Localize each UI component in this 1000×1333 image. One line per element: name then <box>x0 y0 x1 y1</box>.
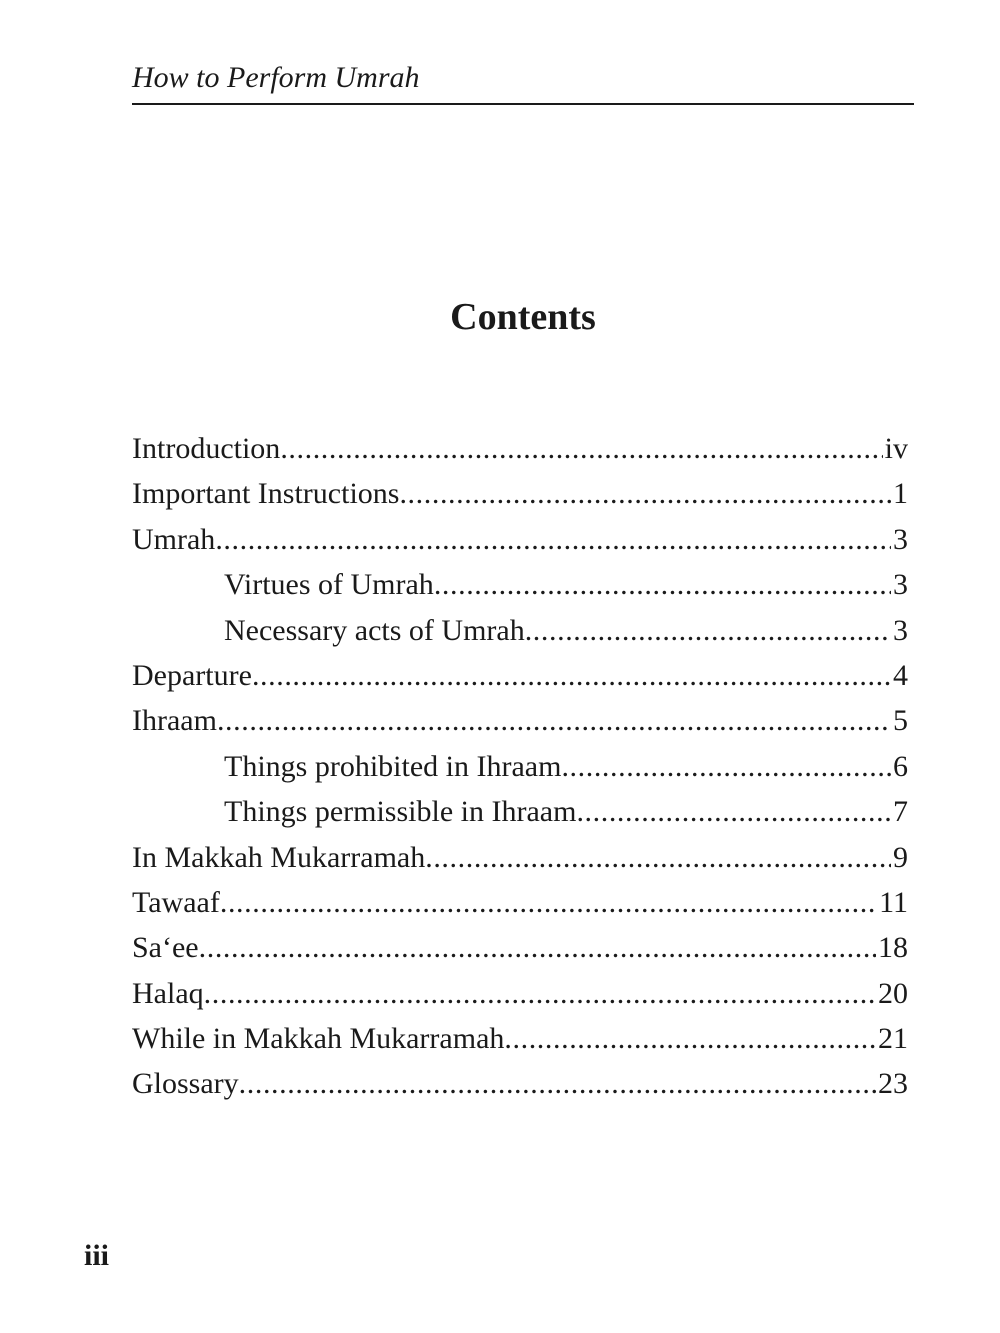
toc-entry[interactable] <box>132 517 908 562</box>
dot-leader <box>217 698 891 743</box>
dot-leader <box>204 971 876 1016</box>
toc-entry[interactable] <box>132 698 908 743</box>
toc-entry-page: 9 <box>893 840 908 874</box>
toc-entry[interactable] <box>132 880 908 925</box>
toc-entry-label: Glossary <box>132 1067 239 1101</box>
toc-entry-label: Umrah <box>132 522 216 556</box>
dot-leader <box>561 744 891 789</box>
toc-entry-label: Ihraam <box>132 704 217 738</box>
page-title: Contents <box>450 296 596 338</box>
toc-entry-page: 3 <box>893 568 908 602</box>
toc-entry[interactable] <box>132 471 908 516</box>
dot-leader <box>399 471 891 516</box>
toc-entry-page: 20 <box>878 976 908 1010</box>
dot-leader <box>425 835 891 880</box>
toc-entry-page: 21 <box>878 1022 908 1056</box>
toc-entry-page: 18 <box>878 931 908 965</box>
toc-entry-page: 4 <box>893 658 908 692</box>
toc-entry[interactable] <box>132 1061 908 1106</box>
toc-entry-page: 6 <box>893 749 908 783</box>
toc-subentry[interactable] <box>132 608 908 653</box>
dot-leader <box>434 562 891 607</box>
toc-entry[interactable] <box>132 1016 908 1061</box>
toc-entry-label: Things permissible in Ihraam <box>224 795 577 829</box>
dot-leader <box>239 1061 876 1106</box>
toc-entry-page: 5 <box>893 704 908 738</box>
table-of-contents <box>132 426 908 1107</box>
toc-entry-label: Important Instructions <box>132 477 400 511</box>
page-number: iii <box>84 1239 110 1272</box>
dot-leader <box>220 880 877 925</box>
toc-entry-page: 3 <box>893 613 908 647</box>
toc-entry-page: 1 <box>893 477 908 511</box>
dot-leader <box>252 653 891 698</box>
toc-entry-label: Virtues of Umrah <box>224 568 434 602</box>
toc-entry-label: Necessary acts of Umrah <box>224 613 525 647</box>
toc-entry-page: 11 <box>879 885 908 919</box>
toc-entry[interactable] <box>132 653 908 698</box>
toc-entry[interactable] <box>132 835 908 880</box>
header-rule <box>132 103 914 105</box>
toc-entry[interactable] <box>132 925 908 970</box>
toc-entry-label: Sa‘ee <box>132 931 199 965</box>
toc-subentry[interactable] <box>132 562 908 607</box>
dot-leader <box>576 789 891 834</box>
toc-entry[interactable] <box>132 971 908 1016</box>
dot-leader <box>280 426 882 471</box>
toc-subentry[interactable] <box>132 744 908 789</box>
toc-subentry[interactable] <box>132 789 908 834</box>
dot-leader <box>504 1016 876 1061</box>
toc-entry-page: iv <box>884 432 908 465</box>
toc-entry-page: 23 <box>878 1067 908 1101</box>
dot-leader <box>525 608 891 653</box>
toc-entry-page: 7 <box>893 795 908 829</box>
running-head-title: How to Perform Umrah <box>132 61 420 94</box>
toc-entry-label: Halaq <box>132 976 204 1010</box>
toc-entry-label: In Makkah Mukarramah <box>132 840 426 874</box>
toc-entry-label: Introduction <box>132 432 281 465</box>
dot-leader <box>215 517 891 562</box>
toc-entry-label: Things prohibited in Ihraam <box>224 749 562 783</box>
toc-entry-label: Departure <box>132 658 252 692</box>
toc-entry-label: While in Makkah Mukarramah <box>132 1022 505 1056</box>
toc-entry[interactable] <box>132 426 908 471</box>
toc-entry-page: 3 <box>893 522 908 556</box>
dot-leader <box>199 925 876 970</box>
toc-entry-label: Tawaaf <box>132 885 220 919</box>
